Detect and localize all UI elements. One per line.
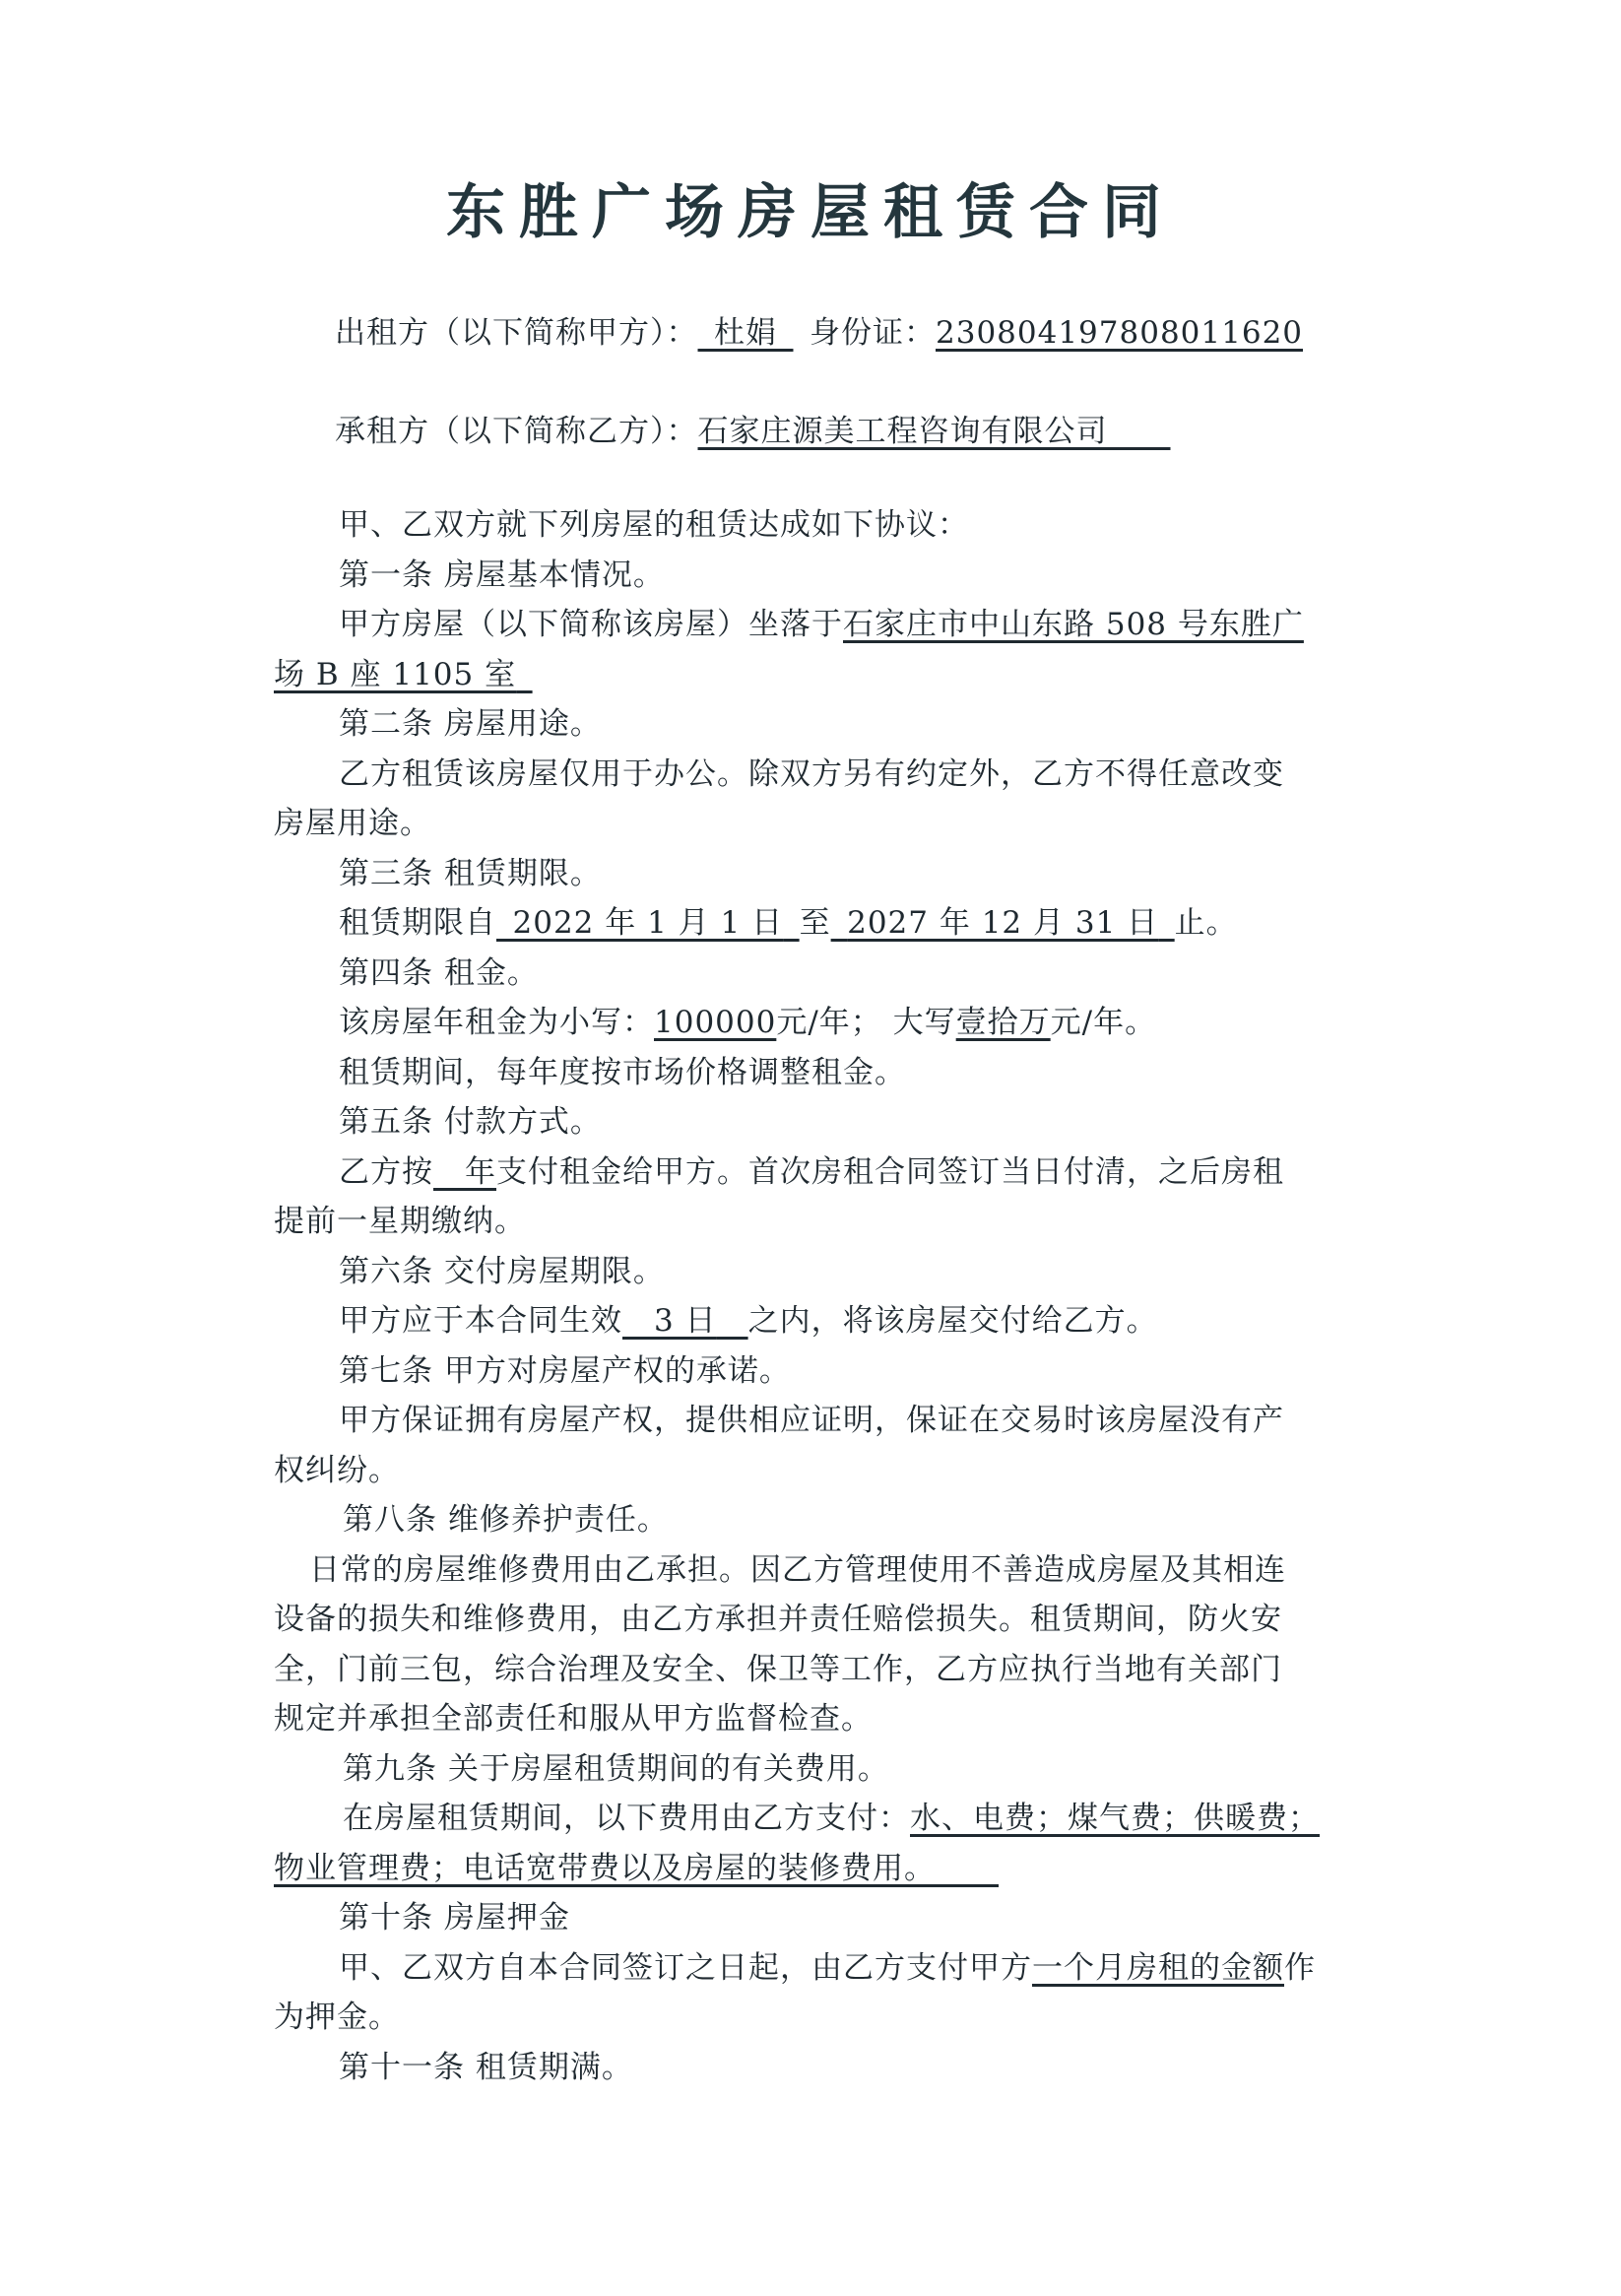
article-2-line-1: 乙方租赁该房屋仅用于办公。除双方另有约定外，乙方不得任意改变 [339, 755, 1284, 792]
article-1-line-1: 甲方房屋（以下简称该房屋）坐落于石家庄市中山东路 508 号东胜广 [339, 607, 1304, 642]
article-9-heading: 第九条 关于房屋租赁期间的有关费用。 [343, 1750, 889, 1787]
lease-start-date: 2022 年 1 月 1 日 [512, 905, 784, 941]
article-7-heading: 第七条 甲方对房屋产权的承诺。 [339, 1352, 791, 1389]
article-10-line-1: 甲、乙双方自本合同签订之日起，由乙方支付甲方一个月房租的金额作 [339, 1949, 1316, 1986]
article-8-line-1: 日常的房屋维修费用由乙承担。因乙方管理使用不善造成房屋及其相连 [309, 1551, 1286, 1588]
lessee-line [335, 406, 1171, 450]
lessor-id-number: 230804197808011620 [936, 315, 1304, 351]
deposit-amount: 一个月房租的金额 [1032, 1949, 1284, 1986]
article-8-line-4: 规定并承担全部责任和服从甲方监督检查。 [274, 1701, 873, 1737]
lessor-label: 出租方（以下简称甲方）： [335, 315, 698, 351]
payment-period: 年 [465, 1153, 496, 1190]
lessee-label: 承租方（以下简称乙方）： [335, 414, 698, 449]
article-8-heading: 第八条 维修养护责任。 [343, 1502, 669, 1538]
article-8-line-3: 全，门前三包，综合治理及安全、保卫等工作，乙方应执行当地有关部门 [274, 1651, 1282, 1687]
article-3-line-1: 租赁期限自 2022 年 1 月 1 日 至 2027 年 12 月 31 日 止。 [339, 905, 1238, 941]
id-label: 身份证： [810, 315, 936, 351]
article-4-line-2: 租赁期间，每年度按市场价格调整租金。 [339, 1054, 906, 1090]
article-8-line-2: 设备的损失和维修费用，由乙方承担并责任赔偿损失。租赁期间，防火安 [274, 1602, 1282, 1637]
document-title: 东胜广场房屋租赁合同 [446, 178, 1175, 247]
article-4-line-1: 该房屋年租金为小写：100000元/年； 大写壹拾万元/年。 [339, 1005, 1157, 1040]
rent-amount: 100000 [654, 1005, 777, 1040]
article-6-heading: 第六条 交付房屋期限。 [339, 1253, 665, 1289]
article-5-line-2: 提前一星期缴纳。 [274, 1204, 526, 1239]
article-3-heading: 第三条 租赁期限。 [339, 855, 602, 891]
intro-text: 甲、乙双方就下列房屋的租赁达成如下协议： [339, 507, 969, 543]
article-4-heading: 第四条 租金。 [339, 954, 539, 991]
property-address-cont: 场 B 座 1105 室 [274, 656, 517, 692]
lessor-name: 杜娟 [714, 315, 777, 351]
article-6-line-1: 甲方应于本合同生效 3 日 之内，将该房屋交付给乙方。 [339, 1303, 1158, 1339]
contract-body [274, 500, 1396, 2092]
rent-amount-chinese: 壹拾万 [955, 1005, 1051, 1040]
article-10-line-2: 为押金。 [274, 2000, 400, 2035]
article-9-line-1: 在房屋租赁期间，以下费用由乙方支付：水、电费；煤气费；供暖费； [343, 1801, 1320, 1836]
article-11-heading: 第十一条 租赁期满。 [339, 2049, 633, 2085]
lease-end-date: 2027 年 12 月 31 日 [847, 905, 1159, 941]
article-1-heading: 第一条 房屋基本情况。 [339, 557, 665, 593]
article-7-line-1: 甲方保证拥有房屋产权，提供相应证明，保证在交易时该房屋没有产 [339, 1403, 1284, 1438]
article-1-line-2 [274, 650, 1396, 700]
delivery-days: 3 日 [654, 1303, 717, 1339]
lessee-fees-list: 水、电费；煤气费；供暖费； [910, 1801, 1320, 1836]
lessee-fees-list-cont: 物业管理费；电话宽带费以及房屋的装修费用。 [274, 1850, 936, 1886]
article-10-heading: 第十条 房屋押金 [339, 1900, 570, 1935]
article-9-line-2 [274, 1844, 1396, 1894]
article-5-heading: 第五条 付款方式。 [339, 1104, 602, 1140]
article-2-heading: 第二条 房屋用途。 [339, 706, 602, 742]
lessee-name: 石家庄源美工程咨询有限公司 [697, 414, 1108, 449]
property-address: 石家庄市中山东路 508 号东胜广 [843, 607, 1304, 642]
lessor-line [335, 307, 1303, 352]
article-2-line-2: 房屋用途。 [274, 806, 431, 841]
article-7-line-2: 权纠纷。 [274, 1452, 400, 1488]
article-5-line-1: 乙方按 年支付租金给甲方。首次房租合同签订当日付清，之后房租 [339, 1153, 1284, 1190]
